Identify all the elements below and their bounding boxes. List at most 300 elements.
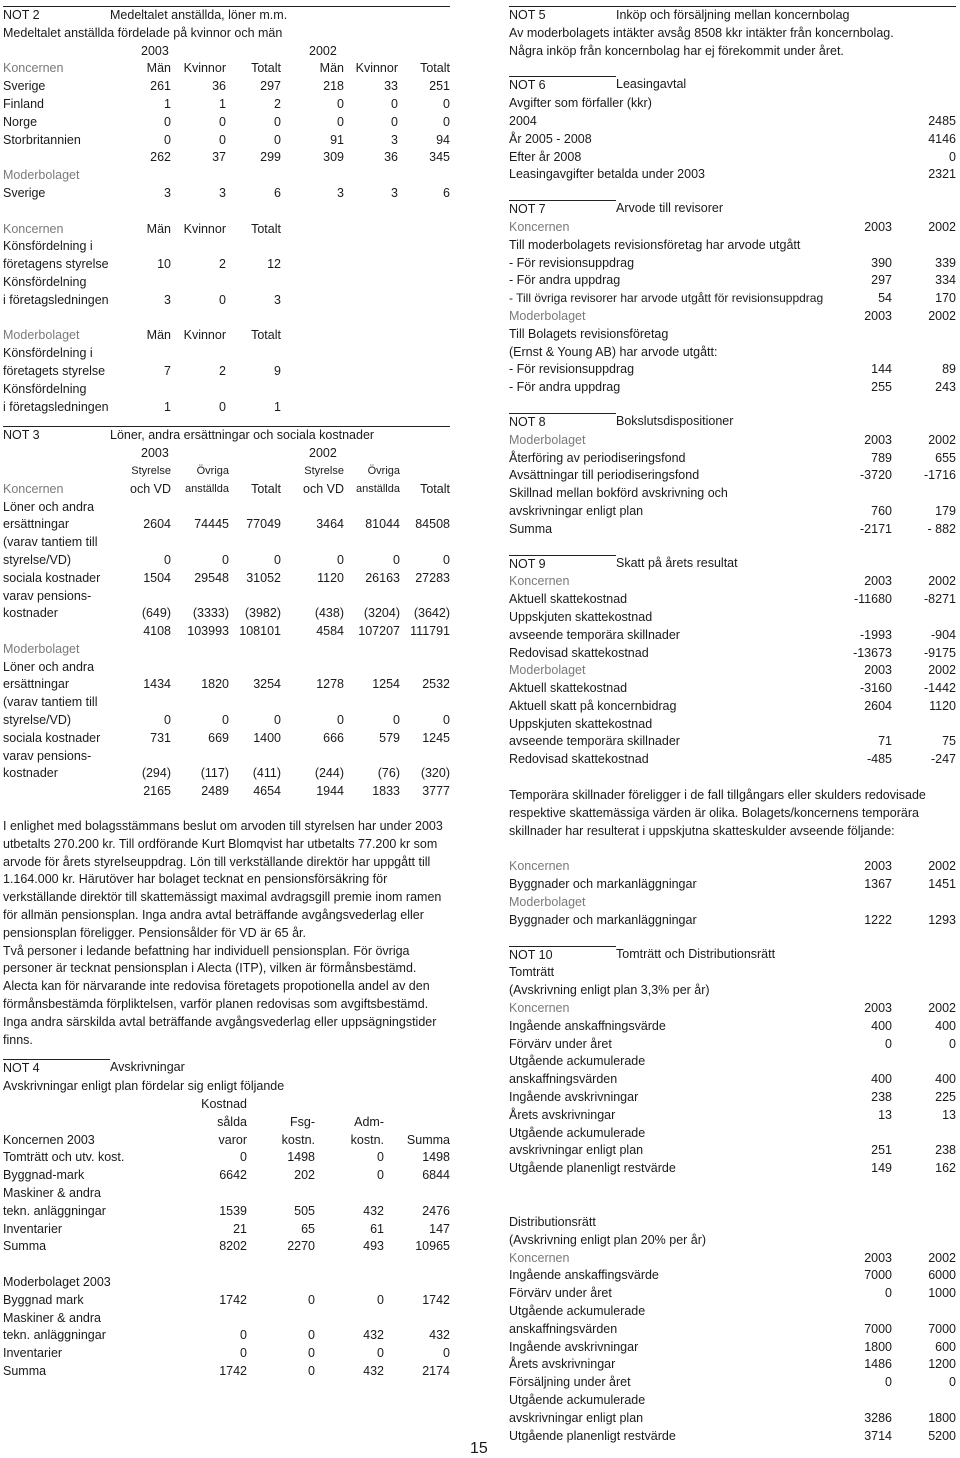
cell: 2: [274, 96, 281, 111]
col-header: [400, 463, 450, 481]
cell: 1498: [287, 1150, 315, 1165]
cell: 0: [885, 1036, 892, 1051]
cell: 6844: [422, 1168, 450, 1183]
table-row: [509, 1142, 956, 1160]
cell: 2489: [201, 784, 229, 799]
cell: 61: [370, 1221, 384, 1236]
cell: 7000: [864, 1321, 892, 1336]
cell: 666: [323, 730, 344, 745]
table-row: [509, 166, 956, 184]
row-label: Ingående avskrivningar: [509, 1339, 639, 1354]
pension-paragraph: Två personer i ledande befattning har individuell pensionsplan. För övriga personer är tecknat pensionsplan i Alecta (ITP), vilken är förmånsbestämd. Alecta kan för närvarande inte redovisa företagets propotionella andel av den förmånsbestämda förpliktelsen, varför planen redovisas som avgiftsbestämd. Inga andra särskilda avtal beträffande avgångsvederlag eller uppsägningstider finns.: [3, 943, 437, 1047]
note-title: Tomträtt och Distributionsrätt: [616, 946, 776, 961]
note-text: Av moderbolagets intäkter avsåg 8508 kkr intäkter från koncernbolag.: [509, 25, 894, 40]
row-label: i företagsledningen: [3, 399, 109, 414]
cell: 0: [885, 1286, 892, 1301]
cell: 1: [274, 399, 281, 414]
cell: 1742: [422, 1292, 450, 1307]
note-10: [509, 946, 956, 1446]
row-label: Förvärv under året: [509, 1036, 612, 1051]
cell: (244): [314, 766, 344, 781]
col-header: och VD: [303, 481, 344, 496]
table-row: [509, 1321, 956, 1339]
col-header: Summa: [406, 1132, 450, 1147]
note-title: Bokslutsdispositioner: [616, 413, 734, 428]
cell: 238: [935, 1143, 956, 1158]
cell: 94: [436, 132, 450, 147]
col-header: 2002: [928, 663, 956, 678]
cell: 0: [443, 96, 450, 111]
cell: 1: [164, 399, 171, 414]
group-heading: Moderbolaget: [509, 663, 586, 678]
auditor-fee-table: [509, 219, 956, 397]
table-row: [509, 1160, 956, 1178]
row-label: sociala kostnader: [3, 570, 101, 585]
note-number: NOT 10: [509, 946, 616, 965]
table-row: [3, 1149, 450, 1167]
cell: 1498: [422, 1150, 450, 1165]
row-label: Maskiner & andra: [3, 1310, 101, 1325]
cell: 0: [391, 114, 398, 129]
cell: -485: [866, 752, 892, 767]
cell: 10965: [415, 1239, 450, 1254]
cell: 1504: [143, 570, 171, 585]
cell: 1833: [372, 784, 400, 799]
cell: 0: [308, 1346, 315, 1361]
table-row: [3, 292, 450, 310]
cell: 309: [323, 150, 344, 165]
cell: 4654: [253, 784, 281, 799]
table-row: [3, 1327, 450, 1345]
cell: 505: [294, 1203, 315, 1218]
cell: 0: [240, 1346, 247, 1361]
note-number: NOT 4: [3, 1059, 110, 1078]
row-label: Storbritannien: [3, 132, 81, 147]
cell: 0: [377, 1346, 384, 1361]
cell: 579: [379, 730, 400, 745]
cell: 26163: [365, 570, 400, 585]
row-label: Försäljning under året: [509, 1375, 631, 1390]
table-row: [509, 361, 956, 379]
col-header: Kvinnor: [183, 328, 226, 343]
year-2003: 2003: [141, 43, 169, 58]
cell: 0: [337, 713, 344, 728]
group-heading: Koncernen: [3, 61, 64, 76]
remuneration-paragraph: I enlighet med bolagsstämmans beslut om arvoden till styrelsen har under 2003 utbetalts 270.200 kr. Till ordförande Kurt Blomqvist har utbetalts 77.200 kr som arvode för årets styrelseuppdrag. Lön till verkställande direktör har uppgått till 1.164.000 kr. Härutöver har bolaget tecknat en pensionsförsäkring för verkställande direktör till skattemässigt maximal avdragsgill premie inom ramen för allmän pensionsplan. Inga andra avtal beträffande avgångsvederlag eller pensionsplan föreligger. Pensionsålder för VD är 65 år.: [3, 819, 443, 940]
cell: -3160: [860, 681, 892, 696]
cell: -13673: [853, 645, 892, 660]
cell: 1120: [317, 570, 344, 585]
cell: 400: [935, 1072, 956, 1087]
row-label: - För revisionsuppdrag: [509, 362, 635, 377]
col-header: anställda: [355, 482, 400, 495]
cell: 3286: [864, 1410, 892, 1425]
note-title: Medeltalet anställda, löner m.m.: [110, 6, 450, 25]
row-label: (Ernst & Young AB) har arvode utgått:: [509, 344, 718, 359]
table-row: [509, 1356, 956, 1374]
cell: 261: [150, 79, 171, 94]
group-heading: Koncernen: [509, 219, 570, 234]
table-row: [509, 113, 956, 131]
group-heading: Koncernen: [3, 221, 64, 236]
col-header: Övriga: [367, 464, 400, 477]
table-row: [509, 1285, 956, 1303]
table-row: [3, 132, 450, 150]
cell: 243: [935, 380, 956, 395]
cell: 0: [164, 713, 171, 728]
cell: 1800: [928, 1410, 956, 1425]
cell: 75: [942, 734, 956, 749]
cell: 789: [871, 450, 892, 465]
note-text: Några inköp från koncernbolag har ej förekommit under året.: [509, 43, 844, 58]
note-subtitle: Medeltalet anställda fördelade på kvinnor och män: [3, 25, 283, 40]
cell: 0: [274, 552, 281, 567]
cell: 432: [429, 1328, 450, 1343]
row-label: kostnader: [3, 606, 58, 621]
cell: 1820: [201, 677, 229, 692]
row-label: Könsfördelning: [3, 381, 87, 396]
cell: 0: [377, 1168, 384, 1183]
cell: -904: [930, 627, 956, 642]
cell: 0: [443, 552, 450, 567]
cell: 147: [429, 1221, 450, 1236]
cell: 1278: [316, 677, 344, 692]
cell: 334: [935, 273, 956, 288]
cell: 390: [871, 255, 892, 270]
deferred-tax-table: [509, 858, 956, 929]
row-label: Könsfördelning: [3, 274, 87, 289]
cell: 144: [871, 362, 892, 377]
total-row: [3, 149, 450, 167]
cell: 36: [212, 79, 226, 94]
cell: 27283: [415, 570, 450, 585]
cell: 4146: [928, 131, 956, 146]
table-row: [3, 363, 450, 381]
cell: (294): [141, 766, 171, 781]
cell: 107207: [358, 624, 400, 639]
cell: 2532: [422, 677, 450, 692]
table-row: [509, 1107, 956, 1125]
cell: 0: [308, 1363, 315, 1378]
table-row: [3, 96, 450, 114]
cell: -11680: [854, 592, 892, 607]
cell: 0: [377, 1150, 384, 1165]
row-label: varav pensions-: [3, 748, 92, 763]
cell: 0: [222, 713, 229, 728]
table-row: [509, 379, 956, 397]
col-header: Kvinnor: [183, 61, 226, 76]
cell: 0: [443, 1346, 450, 1361]
cell: 1120: [929, 698, 956, 713]
table-row: [3, 1221, 450, 1239]
cell: 1742: [219, 1292, 247, 1307]
cell: 0: [219, 114, 226, 129]
row-label: Sverige: [3, 79, 46, 94]
cell: 1400: [253, 730, 281, 745]
row-label: Ingående anskaffingsvärde: [509, 1268, 659, 1283]
cell: 0: [222, 552, 229, 567]
cell: 10: [157, 257, 171, 272]
col-header: Styrelse: [304, 464, 344, 477]
depreciation-table: [3, 1096, 450, 1381]
cell: 400: [871, 1072, 892, 1087]
row-label: företagets styrelse: [3, 363, 106, 378]
row-label: Till Bolagets revisionsföretag: [509, 326, 669, 341]
cell: 1800: [864, 1339, 892, 1354]
row-label: Utgående ackumulerade: [509, 1392, 646, 1407]
cell: 1293: [928, 912, 956, 927]
cell: 760: [871, 503, 892, 518]
table-row: [509, 1428, 956, 1446]
row-label: - För andra uppdrag: [509, 273, 621, 288]
cell: - 882: [927, 521, 956, 536]
cell: 0: [308, 1292, 315, 1307]
cell: 3777: [422, 784, 450, 799]
cell: 432: [363, 1203, 384, 1218]
cell: 2: [219, 363, 226, 378]
cell: 36: [384, 150, 398, 165]
cell: 179: [935, 503, 956, 518]
col-header: 2003: [864, 574, 892, 589]
cell: (3642): [413, 606, 450, 621]
row-label: Avsättningar till periodiseringsfond: [509, 468, 700, 483]
cell: 0: [164, 552, 171, 567]
row-label: kostnader: [3, 766, 58, 781]
site-leasehold-table: [509, 1000, 956, 1178]
row-label: Byggnad mark: [3, 1292, 84, 1307]
row-label: Norge: [3, 114, 38, 129]
cell: 162: [935, 1161, 956, 1176]
employee-table: [3, 43, 450, 417]
table-row: [3, 552, 450, 570]
cell: 3: [337, 185, 344, 200]
cell: 2604: [864, 698, 892, 713]
table-row: [509, 1071, 956, 1089]
left-column: [3, 6, 450, 1381]
row-label: Efter år 2008: [509, 149, 582, 164]
cell: 493: [363, 1239, 384, 1254]
cell: 103993: [187, 624, 229, 639]
cell: 111791: [410, 624, 450, 639]
row-label: Tomträtt och utv. kost.: [3, 1150, 125, 1165]
row-label: 2004: [509, 113, 537, 128]
table-row: [3, 1203, 450, 1221]
total-row: [3, 1363, 450, 1381]
row-label: Inventarier: [3, 1346, 63, 1361]
cell: 0: [164, 114, 171, 129]
cell: 77049: [246, 517, 281, 532]
section-subtitle: (Avskrivning enligt plan 20% per år): [509, 1232, 707, 1247]
col-header: 2003: [864, 432, 892, 447]
table-row: [509, 290, 956, 308]
note-number: NOT 9: [509, 555, 616, 574]
note-title: Inköp och försäljning mellan koncernbolag: [616, 6, 956, 25]
row-label: Förvärv under året: [509, 1286, 612, 1301]
cell: 225: [935, 1090, 956, 1105]
cell: 3254: [253, 677, 281, 692]
cell: 218: [323, 79, 344, 94]
row-label: Utgående ackumulerade: [509, 1054, 646, 1069]
cell: 432: [363, 1363, 384, 1378]
cell: 31052: [246, 570, 281, 585]
cell: 1944: [316, 784, 344, 799]
row-label: Aktuell skattekostnad: [509, 592, 628, 607]
cell: 7000: [864, 1268, 892, 1283]
row-label: Löner och andra: [3, 659, 95, 674]
cell: 1742: [219, 1363, 247, 1378]
cell: 2476: [422, 1203, 450, 1218]
cell: 9: [274, 363, 281, 378]
cell: 0: [337, 114, 344, 129]
table-row: [3, 765, 450, 783]
cell: 5200: [928, 1428, 956, 1443]
cell: 6: [274, 185, 281, 200]
cell: 339: [935, 255, 956, 270]
col-header: kostn.: [350, 1132, 384, 1147]
cell: 297: [871, 273, 892, 288]
col-header: Övriga: [196, 464, 229, 477]
row-label: avskrivningar enligt plan: [509, 1410, 644, 1425]
cell: 84508: [415, 517, 450, 532]
cell: 8202: [219, 1239, 247, 1254]
note-5: [509, 6, 956, 60]
table-row: [509, 751, 956, 769]
cell: 299: [260, 150, 281, 165]
cell: 29548: [194, 570, 229, 585]
row-label: Summa: [509, 521, 553, 536]
table-row: [3, 605, 450, 623]
row-label: Ingående anskaffningsvärde: [509, 1018, 666, 1033]
appropriations-table: [509, 432, 956, 539]
cell: 4584: [316, 624, 344, 639]
row-label: Inventarier: [3, 1221, 63, 1236]
note-6: [509, 76, 956, 184]
row-label: Löner och andra: [3, 499, 95, 514]
row-label: varav pensions-: [3, 588, 92, 603]
group-heading: Moderbolaget 2003: [3, 1274, 111, 1289]
row-label: Byggnader och markanläggningar: [509, 912, 697, 927]
col-header: och VD: [130, 481, 171, 496]
table-row: [509, 272, 956, 290]
row-label: År 2005 - 2008: [509, 131, 592, 146]
cell: 0: [337, 96, 344, 111]
col-header: Kostnad: [201, 1097, 247, 1112]
row-label: Byggnad-mark: [3, 1168, 85, 1183]
cell: 2165: [143, 784, 171, 799]
note-subtitle: Avgifter som förfaller (kkr): [509, 96, 652, 111]
row-label: (varav tantiem till: [3, 695, 98, 710]
group-heading: Moderbolaget: [509, 432, 586, 447]
col-header: Totalt: [420, 481, 450, 496]
row-label: tekn. anläggningar: [3, 1203, 106, 1218]
row-label: - För andra uppdrag: [509, 380, 621, 395]
table-row: [509, 149, 956, 167]
cell: 400: [871, 1018, 892, 1033]
cell: 0: [274, 132, 281, 147]
cell: 1434: [143, 677, 171, 692]
cell: 0: [393, 713, 400, 728]
row-label: Uppskjuten skattekostnad: [509, 609, 653, 624]
table-row: [509, 450, 956, 468]
cell: 12: [267, 257, 281, 272]
cell: 21: [233, 1221, 247, 1236]
cell: 2270: [287, 1239, 315, 1254]
col-header: 2002: [928, 1001, 956, 1016]
right-column: [509, 6, 956, 1445]
col-header: 2002: [928, 219, 956, 234]
cell: 0: [949, 1375, 956, 1390]
table-row: [3, 256, 450, 274]
year-2002: 2002: [309, 446, 337, 461]
cell: -247: [930, 752, 956, 767]
cell: 251: [871, 1143, 892, 1158]
group-heading: Moderbolaget: [3, 168, 80, 183]
row-label: styrelse/VD): [3, 713, 72, 728]
cell: 400: [935, 1018, 956, 1033]
row-label: anskaffningsvärden: [509, 1072, 618, 1087]
row-label: ersättningar: [3, 517, 70, 532]
note-title: Löner, andra ersättningar och sociala kostnader: [110, 426, 450, 445]
row-label: Maskiner & andra: [3, 1186, 101, 1200]
table-row: [509, 1089, 956, 1107]
cell: 65: [301, 1221, 315, 1236]
row-label: Ingående avskrivningar: [509, 1090, 639, 1105]
row-label: styrelse/VD): [3, 552, 72, 567]
salary-table: [3, 445, 450, 801]
note-number: NOT 6: [509, 76, 616, 95]
col-header: Män: [319, 61, 344, 76]
cell: 89: [942, 362, 956, 377]
note-subtitle: Avskrivningar enligt plan fördelar sig enligt följande: [3, 1079, 285, 1094]
row-label: Byggnader och markanläggningar: [509, 877, 697, 892]
col-header: anställda: [184, 482, 229, 495]
total-row: [509, 521, 956, 539]
note-7: [509, 200, 956, 397]
col-header: Män: [146, 61, 171, 76]
year-2002: 2002: [309, 43, 337, 58]
col-header: Totalt: [251, 221, 281, 236]
group-heading: Moderbolaget: [3, 328, 80, 343]
cell: 3: [391, 185, 398, 200]
leasing-table: [509, 113, 956, 184]
row-label: - Till övriga revisorer har arvode utgått för revisionsuppdrag: [509, 291, 824, 306]
table-row: [509, 1339, 956, 1357]
cell: (3333): [192, 606, 229, 621]
cell: 1245: [422, 730, 450, 745]
row-label: (varav tantiem till: [3, 535, 98, 550]
table-row: [509, 876, 956, 894]
table-row: [3, 676, 450, 694]
table-row: [509, 1374, 956, 1392]
cell: 1486: [864, 1357, 892, 1372]
note-number: NOT 8: [509, 413, 616, 432]
cell: 731: [150, 730, 171, 745]
cell: 6000: [928, 1268, 956, 1283]
row-label: Sverige: [3, 185, 46, 200]
cell: 1200: [928, 1357, 956, 1372]
col-header: 2003: [864, 663, 892, 678]
row-label: Summa: [3, 1363, 47, 1378]
row-label: Utgående planenligt restvärde: [509, 1428, 676, 1443]
section-title: Tomträtt: [509, 965, 555, 980]
table-row: [3, 712, 450, 730]
row-label: sociala kostnader: [3, 730, 101, 745]
cell: 1: [219, 96, 226, 111]
table-row: [509, 467, 956, 485]
group-heading: Koncernen: [509, 574, 570, 589]
cell: 297: [260, 79, 281, 94]
table-row: [3, 730, 450, 748]
